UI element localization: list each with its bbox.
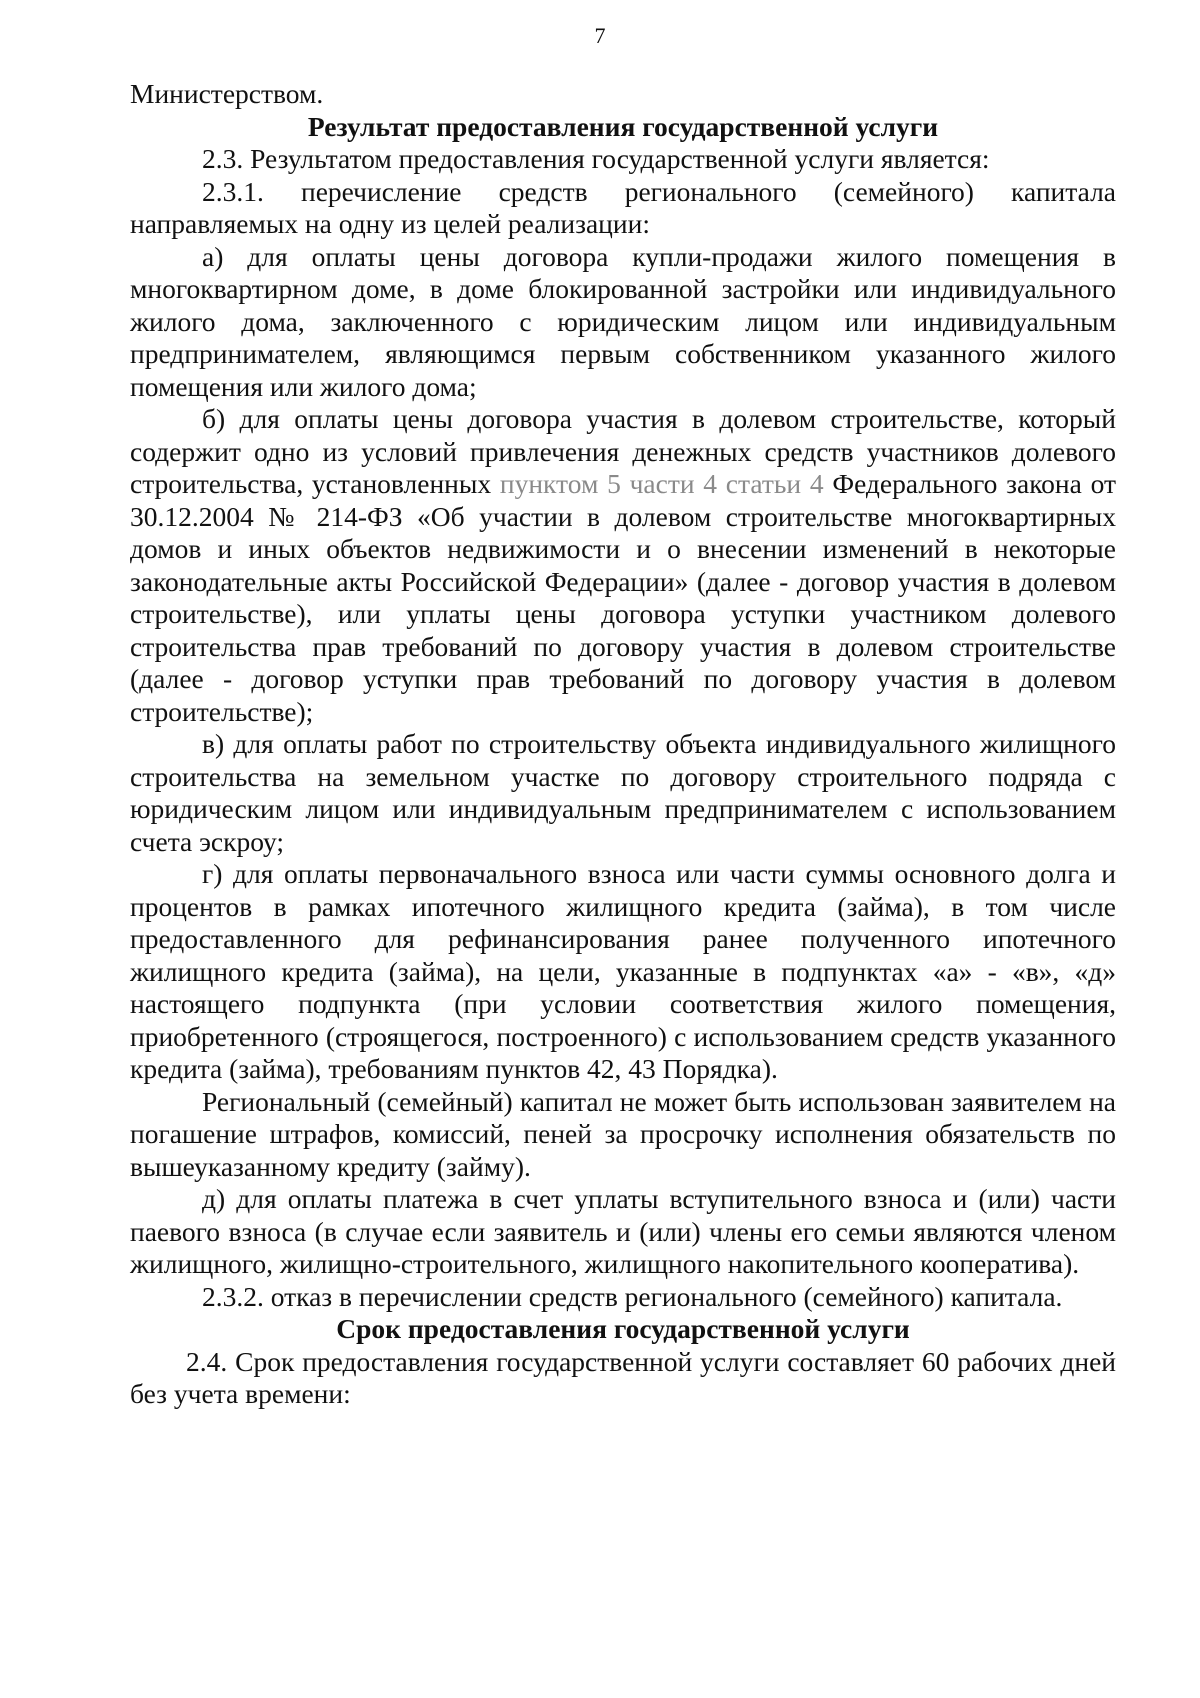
item-a: а) для оплаты цены договора купли-продажи жилого помещения в многоквартирном доме, в доме блокированной застройки или индивидуального жилого дома, заключенного с юридическим лицом или индивидуальным предпринимателем, являющимся первым собственником указанного жилого помещения или жилого дома;: [130, 240, 1116, 402]
section-heading-result: Результат предоставления государственной услуги: [307, 110, 939, 142]
document-body: [130, 78, 1116, 1411]
paragraph-2-4: 2.4. Срок предоставления государственной услуги составляет 60 рабочих дней без учета времени:: [130, 1345, 1116, 1409]
regional-capital-note: Региональный (семейный) капитал не может быть использован заявителем на погашение штрафов, комиссий, пеней за просрочку исполнения обязательств по вышеуказанному кредиту (займу).: [130, 1085, 1116, 1182]
paragraph-2-3-1: 2.3.1. перечисление средств регионального (семейного) капитала направляемых на одну из целей реализации:: [130, 175, 1116, 239]
item-v: в) для оплаты работ по строительству объекта индивидуального жилищного строительства на земельном участке по договору строительного подряда с юридическим лицом или индивидуальным предпринимателем с использованием счета эскроу;: [130, 728, 1116, 857]
law-reference-link[interactable]: пунктом 5 части 4 статьи 4: [499, 468, 824, 499]
item-b: [130, 403, 1116, 728]
item-b-text-1: б) для оплаты цены договора участия в долевом строительстве, который содержит одно из условий привлечения денежных средств участников долевого строительства, установленных: [130, 403, 1116, 499]
paragraph-2-3: 2.3. Результатом предоставления государственной услуги является:: [202, 143, 990, 174]
section-heading-term: Срок предоставления государственной услуги: [336, 1313, 910, 1344]
item-d: д) для оплаты платежа в счет уплаты вступительного взноса и (или) части паевого взноса (в случае если заявитель и (или) члены его семьи являются членом жилищного, жилищно-строительного, жилищного накопительного кооператива).: [130, 1183, 1116, 1279]
lead-line: Министерством.: [130, 78, 324, 109]
paragraph-2-3-2: 2.3.2. отказ в перечислении средств регионального (семейного) капитала.: [202, 1280, 1063, 1312]
item-g: г) для оплаты первоначального взноса или части суммы основного долга и процентов в рамках ипотечного жилищного кредита (займа), в том числе предоставленного для рефинансирования ранее полученного ипотечного жилищного кредита (займа), на цели, указанные в подпунктах «а» - «в», «д» настоящего подпункта (при условии соответствия жилого помещения, приобретенного (строящегося, построенного) с использованием средств указанного кредита (займа), требованиям пунктов 42, 43 Порядка).: [130, 858, 1116, 1084]
page-number: 7: [594, 23, 606, 48]
item-b-text-2: Федерального закона от 30.12.2004 № 214-ФЗ «Об участии в долевом строительстве многоквартирных домов и иных объектов недвижимости и о внесении изменений в некоторые законодательные акты Российской Федерации» (далее - договор участия в долевом строительстве), или уплаты цены договора уступки участником долевого строительства прав требований по договору участия в долевом строительстве (далее - договор уступки прав требований по договору участия в долевом строительстве);: [130, 468, 1116, 727]
